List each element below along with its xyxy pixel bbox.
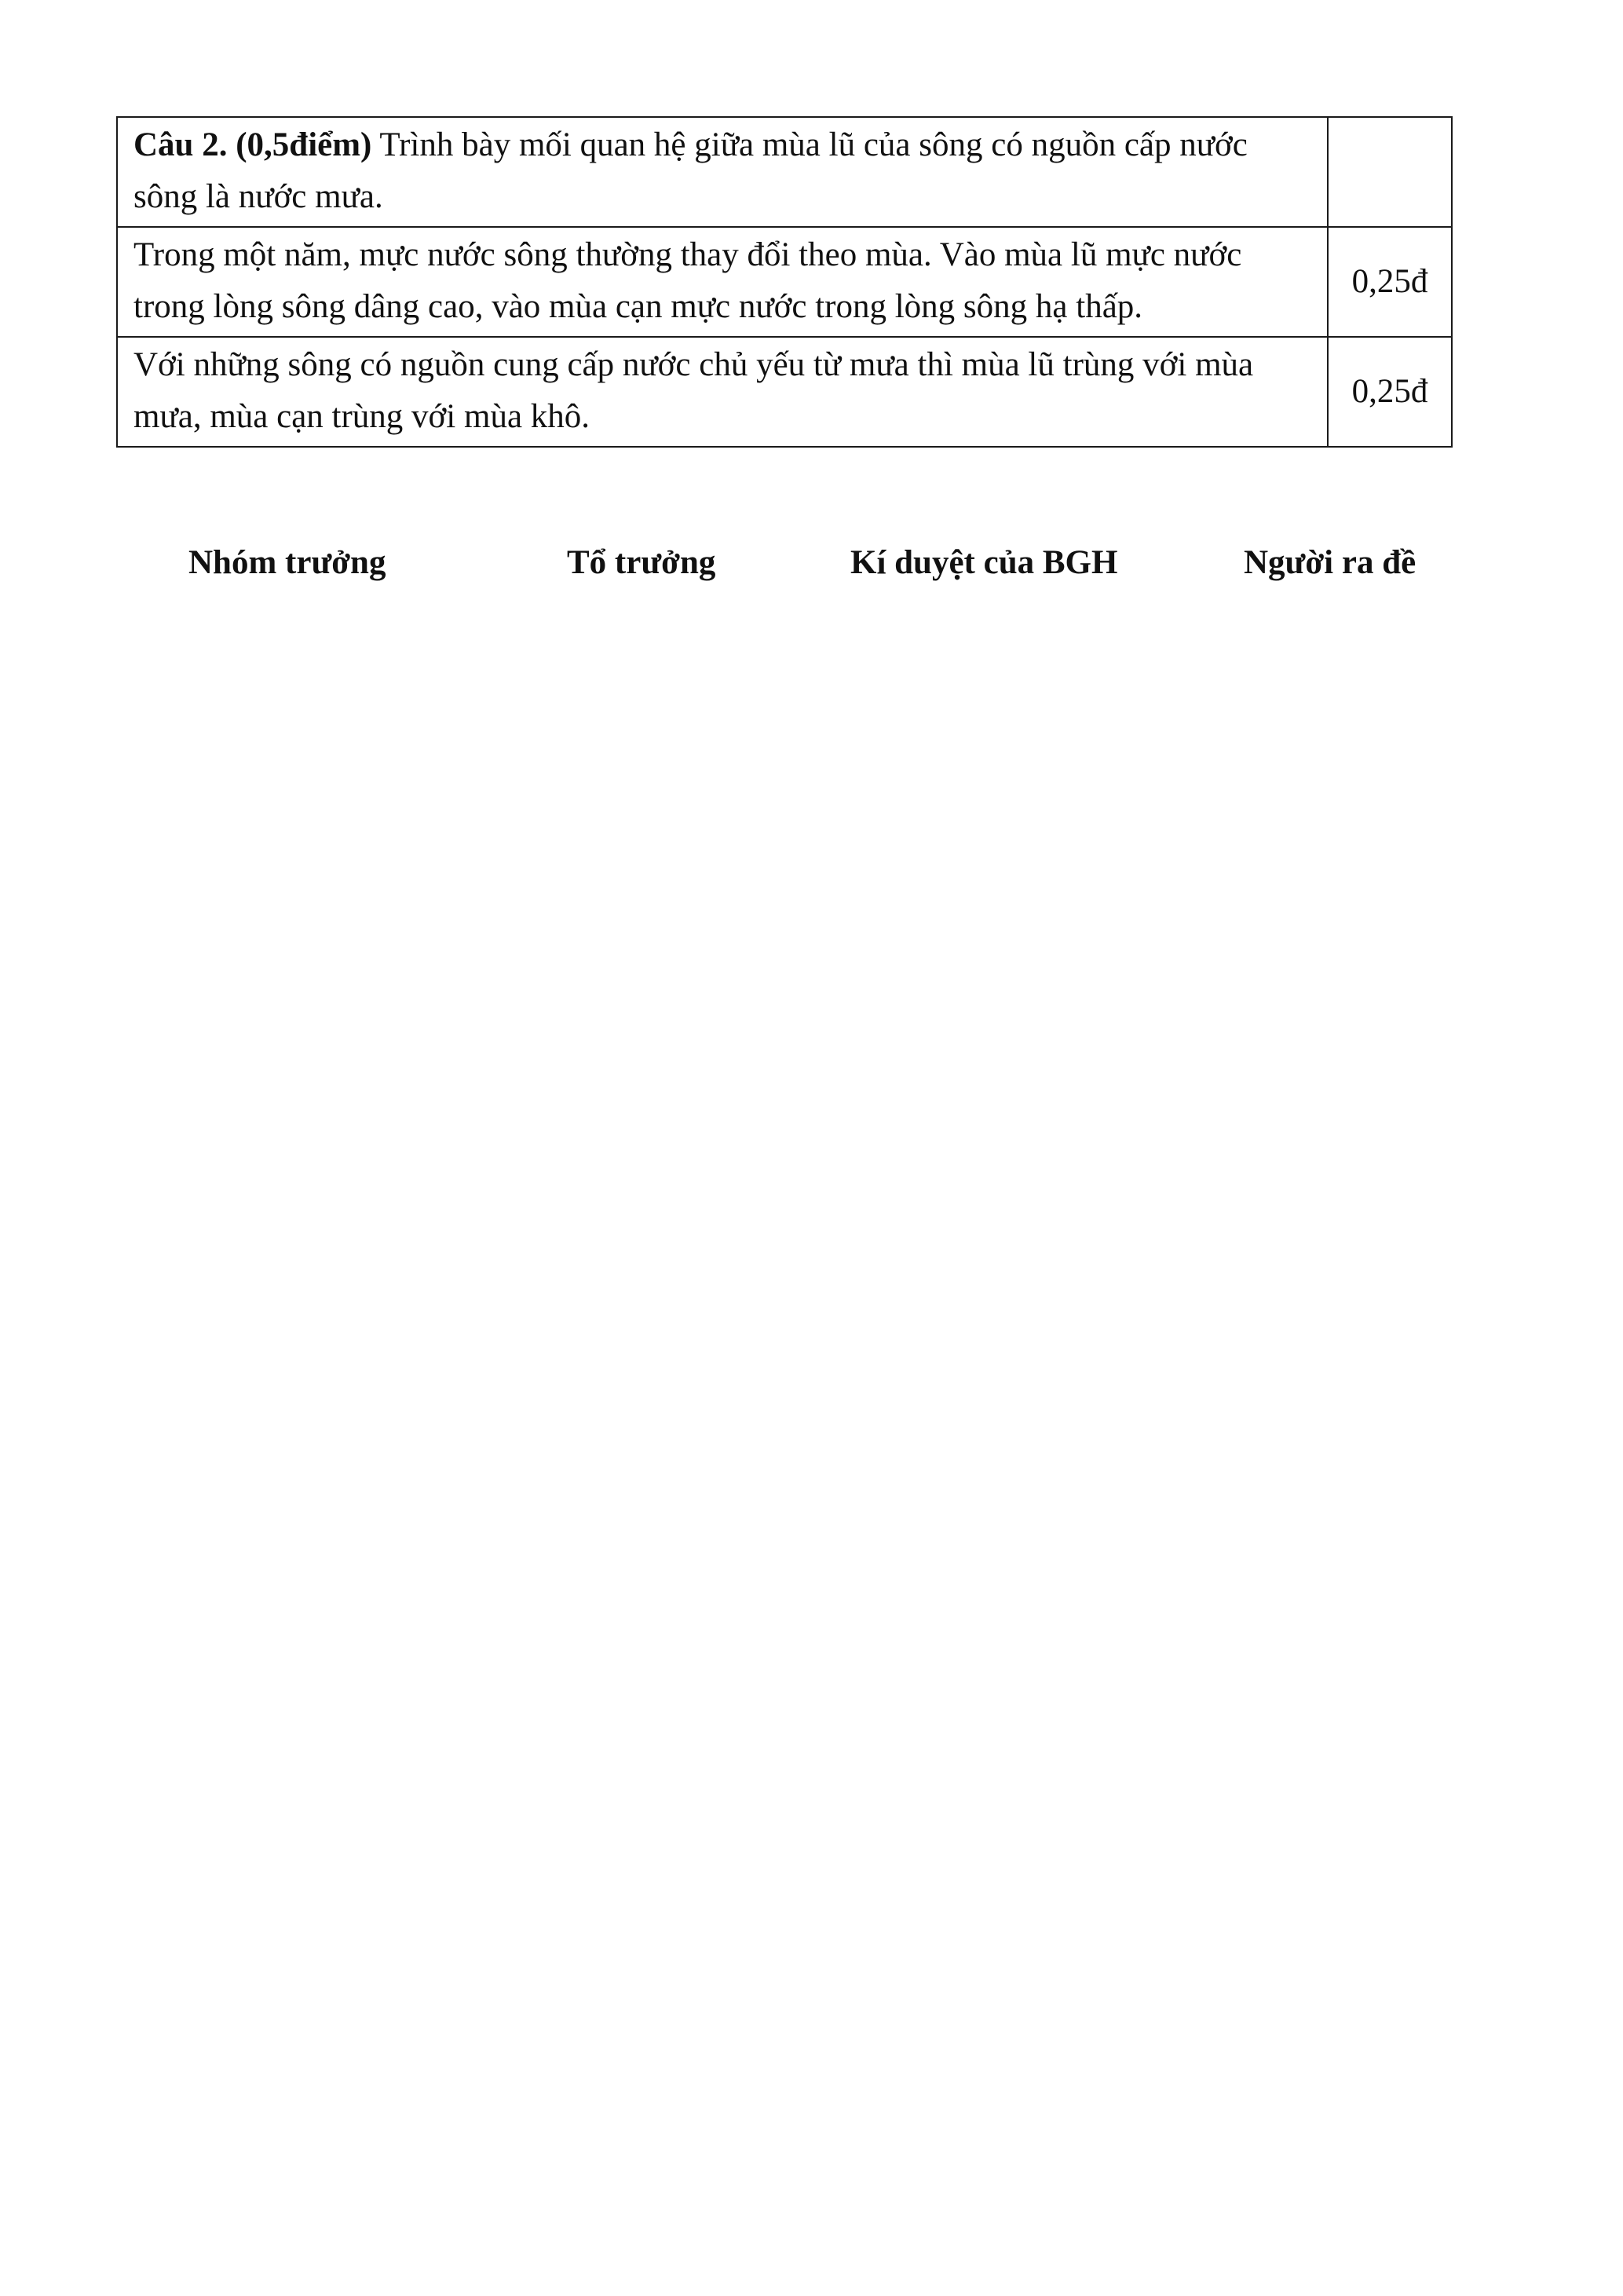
answer-score-cell: 0,25đ: [1328, 227, 1452, 337]
signature-board-approval: Kí duyệt của BGH: [850, 544, 1118, 581]
question-row: [117, 117, 1452, 227]
answer-table: [116, 116, 1453, 448]
signature-exam-author: Người ra đề: [1244, 544, 1416, 581]
question-cell: [117, 117, 1328, 227]
question-label: Câu 2. (0,5điểm): [133, 126, 372, 163]
answer-text-cell: Trong một năm, mực nước sông thường thay đổi theo mùa. Vào mùa lũ mực nước trong lòng sông dâng cao, vào mùa cạn mực nước trong lòng sông hạ thấp.: [117, 227, 1328, 337]
question-score-cell: [1328, 117, 1452, 227]
answer-row: [117, 337, 1452, 447]
signature-group-leader: Nhóm trưởng: [188, 544, 386, 581]
signature-team-leader: Tổ trưởng: [567, 544, 716, 581]
signature-row: [0, 543, 1623, 598]
question-text: Trình bày mối quan hệ giữa mùa lũ của sông có nguồn cấp nước sông là nước mưa.: [133, 126, 1248, 215]
answer-row: [117, 227, 1452, 337]
answer-score-cell: 0,25đ: [1328, 337, 1452, 447]
answer-text-cell: Với những sông có nguồn cung cấp nước chủ yếu từ mưa thì mùa lũ trùng với mùa mưa, mùa cạn trùng với mùa khô.: [117, 337, 1328, 447]
